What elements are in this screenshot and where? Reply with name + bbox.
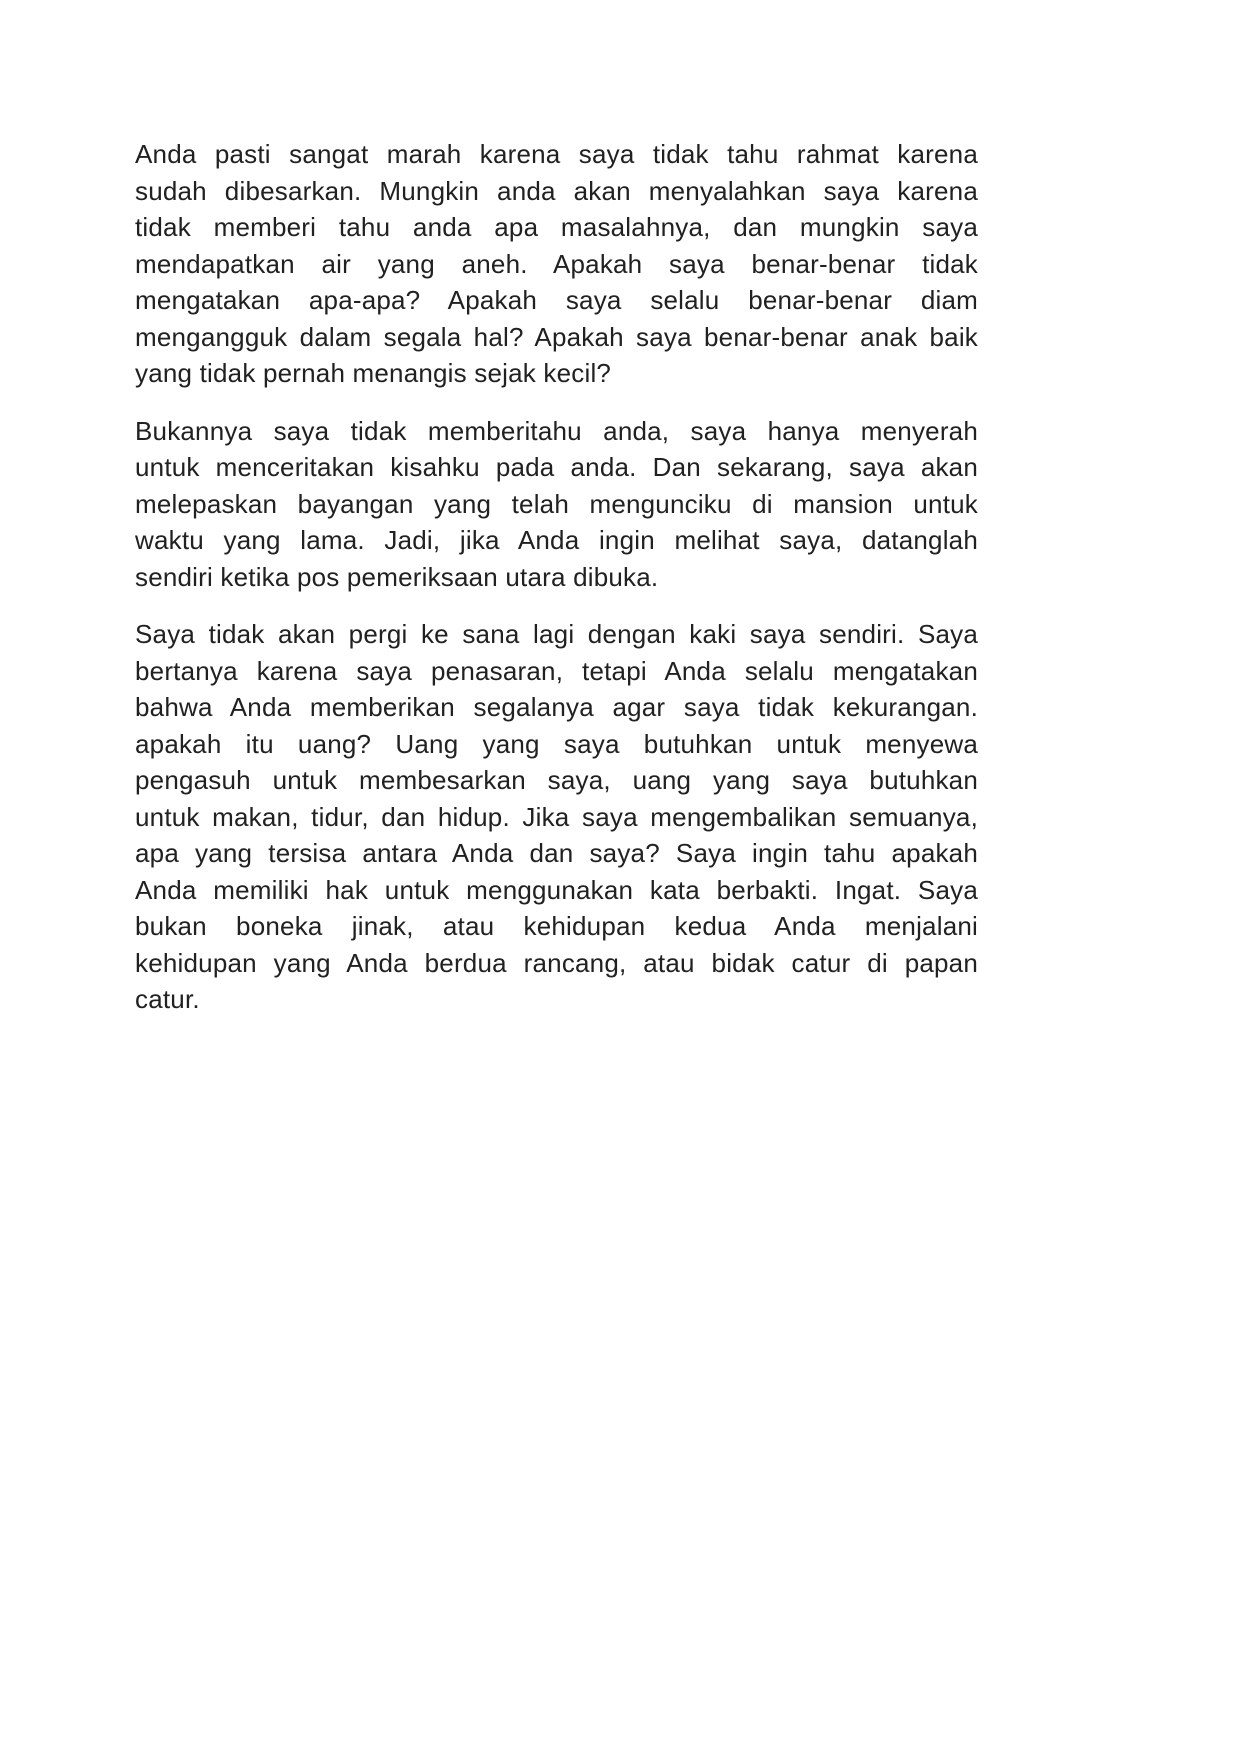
paragraph-line: Saya tidak akan pergi ke sana lagi dengan kaki saya sendiri. Saya (135, 619, 978, 649)
paragraph (135, 136, 978, 392)
paragraph-line: apa yang tersisa antara Anda dan saya? Saya ingin tahu apakah (135, 838, 978, 868)
paragraph-line: sudah dibesarkan. Mungkin anda akan menyalahkan saya karena (135, 175, 978, 206)
paragraph-line: apakah itu uang? Uang yang saya butuhkan untuk menyewa (135, 728, 978, 759)
paragraph-line: waktu yang lama. Jadi, jika Anda ingin melihat saya, datanglah (135, 525, 978, 555)
paragraph-line: catur. (135, 984, 200, 1014)
paragraph (135, 413, 978, 596)
paragraph-line: untuk makan, tidur, dan hidup. Jika saya mengembalikan semuanya, (135, 801, 978, 832)
paragraph-line: Anda pasti sangat marah karena saya tidak tahu rahmat karena (135, 139, 978, 169)
paragraph-line: bertanya karena saya penasaran, tetapi Anda selalu mengatakan (135, 655, 978, 686)
text-block (135, 136, 978, 1039)
paragraph-line: Bukannya saya tidak memberitahu anda, saya hanya menyerah (135, 415, 978, 446)
paragraph-line: sendiri ketika pos pemeriksaan utara dibuka. (135, 561, 659, 592)
paragraph-line: untuk menceritakan kisahku pada anda. Dan sekarang, saya akan (135, 452, 978, 482)
paragraph-line: kehidupan yang Anda berdua rancang, atau bidak catur di papan (135, 947, 978, 978)
paragraph-line: tidak memberi tahu anda apa masalahnya, dan mungkin saya (135, 212, 978, 242)
paragraph-line: Anda memiliki hak untuk menggunakan kata berbakti. Ingat. Saya (135, 874, 978, 905)
paragraph-line: yang tidak pernah menangis sejak kecil? (135, 358, 612, 388)
paragraph (135, 616, 978, 1018)
paragraph-line: melepaskan bayangan yang telah mengunciku di mansion untuk (135, 488, 978, 519)
paragraph-line: bukan boneka jinak, atau kehidupan kedua Anda menjalani (135, 911, 978, 941)
paragraph-line: bahwa Anda memberikan segalanya agar saya tidak kekurangan. (135, 692, 978, 722)
paragraph-line: pengasuh untuk membesarkan saya, uang yang saya butuhkan (135, 765, 978, 795)
paragraph-line: mengangguk dalam segala hal? Apakah saya benar-benar anak baik (135, 321, 978, 352)
paragraph-line: mengatakan apa-apa? Apakah saya selalu benar-benar diam (135, 285, 978, 315)
paragraph-line: mendapatkan air yang aneh. Apakah saya benar-benar tidak (135, 248, 978, 279)
